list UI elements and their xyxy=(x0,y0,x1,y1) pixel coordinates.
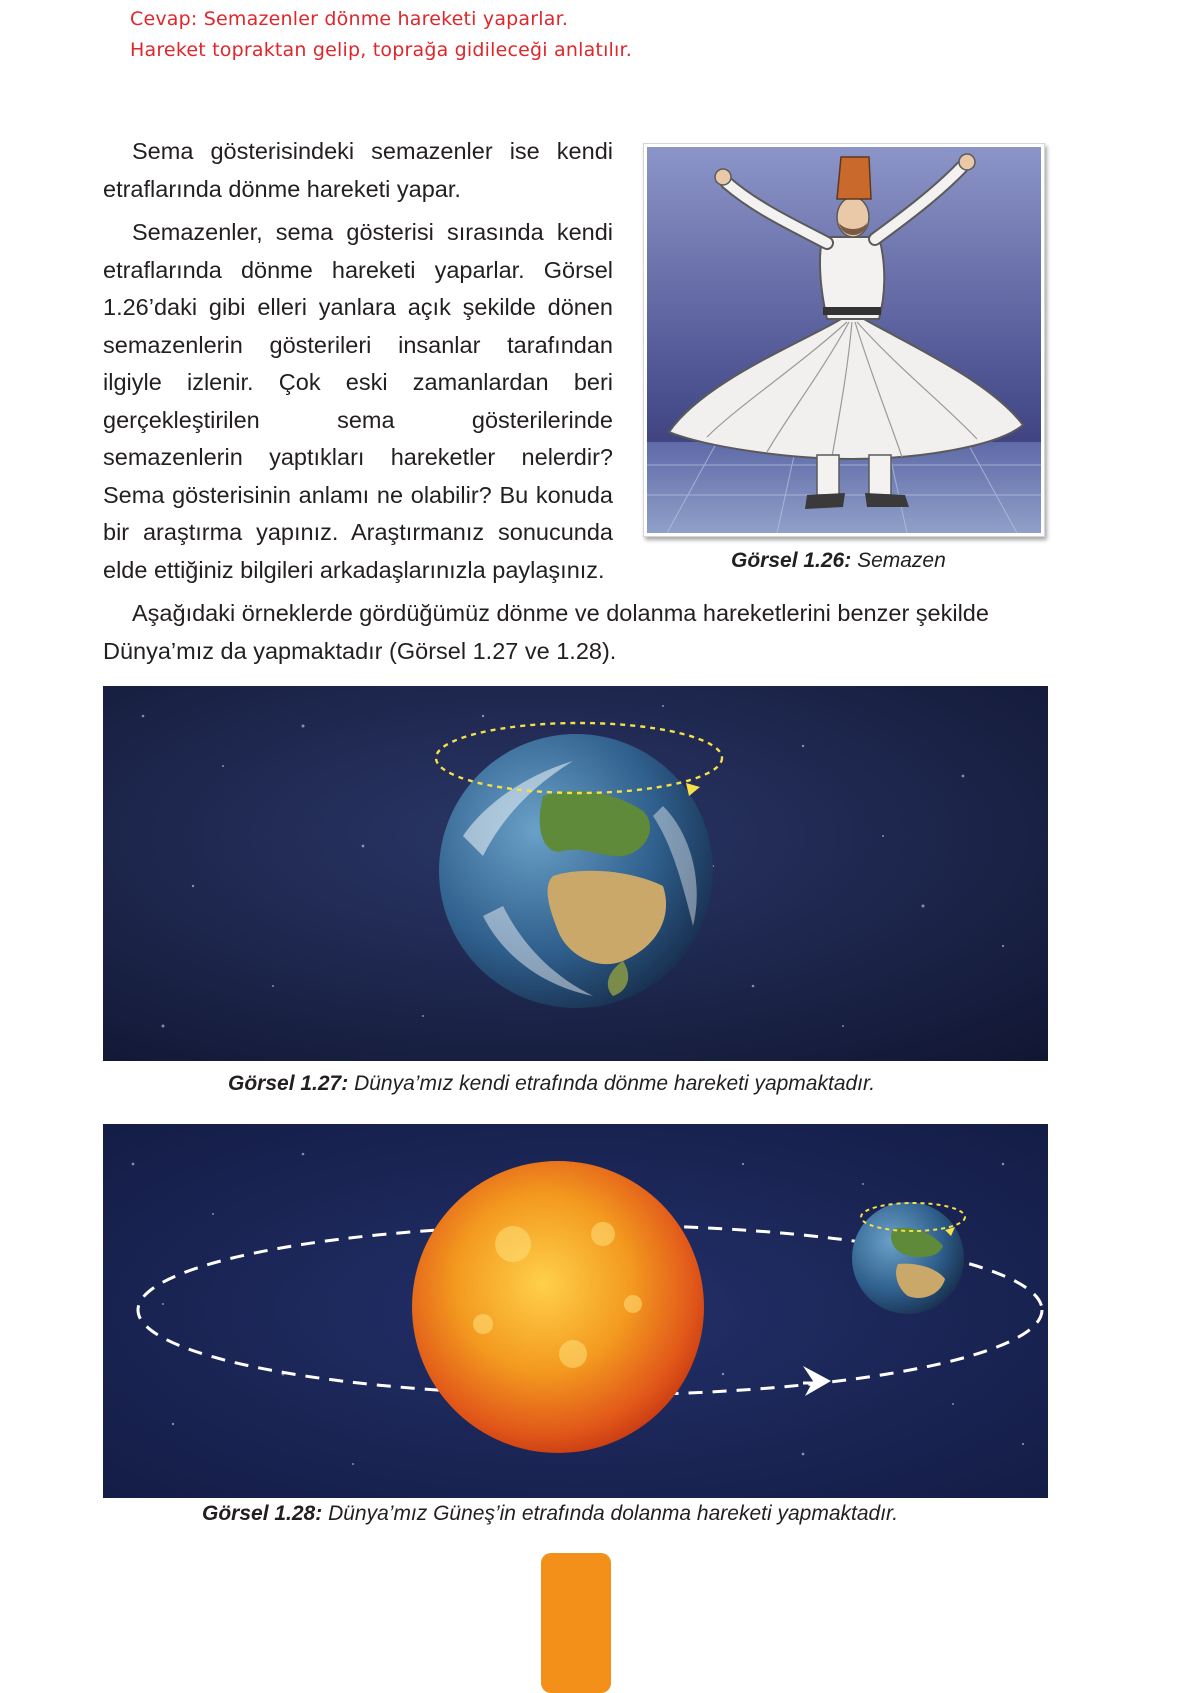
figure-128-caption xyxy=(202,1502,898,1526)
figure-126-label: Görsel 1.26: xyxy=(731,549,852,572)
page-number-tab xyxy=(541,1553,611,1693)
body-text-column xyxy=(103,133,613,595)
earth-rotation-illustration xyxy=(103,686,1048,1061)
paragraph-2: Semazenler, sema gösterisi sırasında kendi etraflarında dönme hareketi yaparlar. Görsel 1.26’daki gibi elleri yanlara açık şekilde dönen semazenlerin gösterileri insanlar tarafından ilgiyle izlenir. Çok eski zamanlardan beri gerçekleştirilen sema gösterilerinde semazenlerin yaptıkları hareketler nelerdir? Sema gösterisinin anlamı ne olabilir? Bu konuda bir araştırma yapınız. Araştırmanız sonucunda elde ettiğiniz bilgileri arkadaşlarınızla paylaşınız. xyxy=(103,219,613,583)
earth-rotation-figure xyxy=(103,686,1048,1061)
earth-orbit-illustration xyxy=(103,1124,1048,1498)
answer-note xyxy=(130,4,632,66)
figure-126-caption xyxy=(731,549,946,573)
figure-128-label: Görsel 1.28: xyxy=(202,1502,323,1525)
figure-127-caption xyxy=(228,1072,875,1096)
figure-127-label: Görsel 1.27: xyxy=(228,1072,349,1095)
figure-127-text: Dünya’mız kendi etrafında dönme hareketi yapmaktadır. xyxy=(348,1072,876,1095)
answer-line-2: Hareket topraktan gelip, toprağa gidileceği anlatılır. xyxy=(130,39,633,61)
earth-orbit-figure xyxy=(103,1124,1048,1498)
paragraph-1: Sema gösterisindeki semazenler ise kendi etraflarında dönme hareketi yapar. xyxy=(103,138,613,202)
figure-126-text: Semazen xyxy=(851,549,946,572)
semazen-illustration xyxy=(647,147,1041,533)
body-paragraph-3 xyxy=(103,595,1053,670)
semazen-figure xyxy=(643,143,1045,537)
paragraph-3: Aşağıdaki örneklerde gördüğümüz dönme ve dolanma hareketlerini benzer şekilde Dünya’mız da yapmaktadır (Görsel 1.27 ve 1.28). xyxy=(103,600,989,664)
answer-line-1: Cevap: Semazenler dönme hareketi yaparlar. xyxy=(130,8,569,30)
figure-128-text: Dünya’mız Güneş’in etrafında dolanma hareketi yapmaktadır. xyxy=(322,1502,899,1525)
